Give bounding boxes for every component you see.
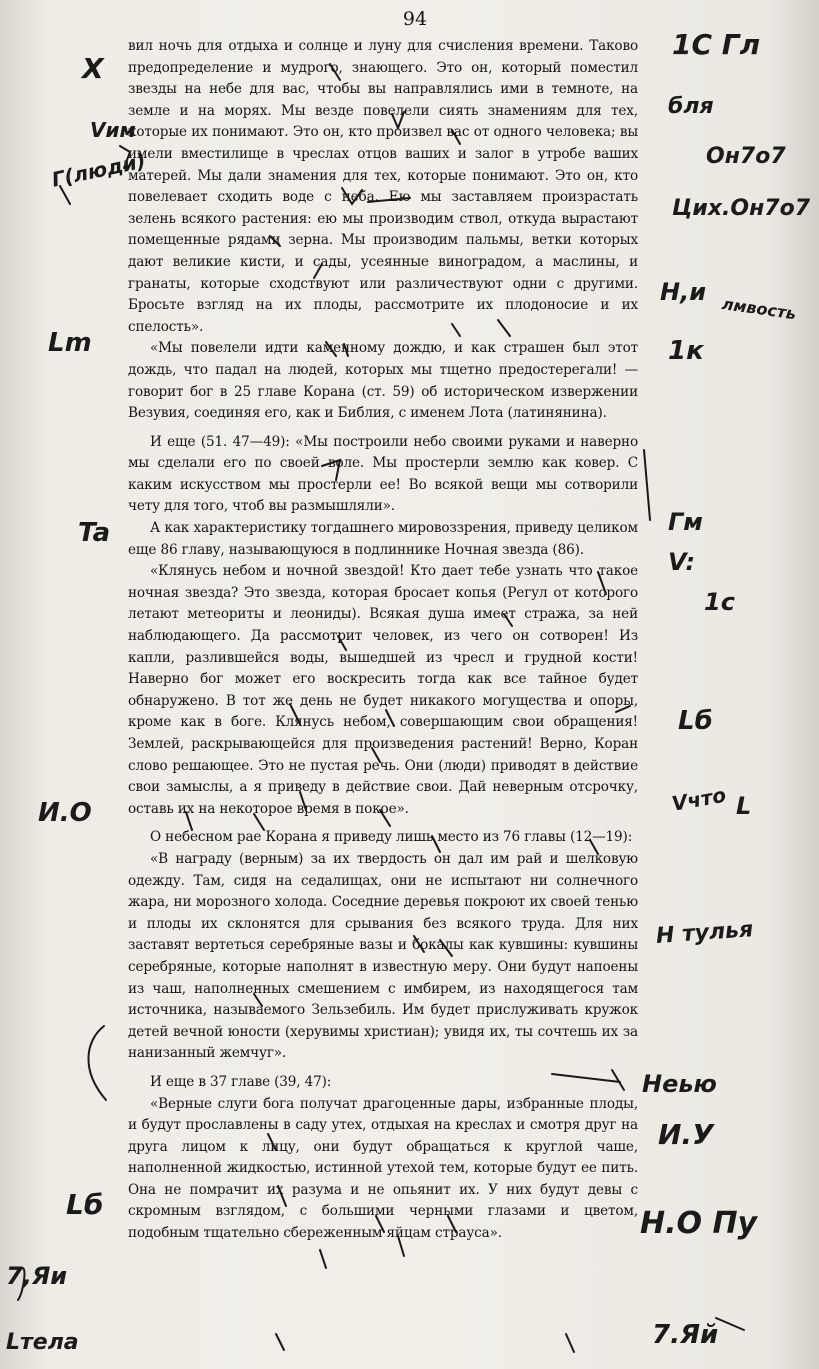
margin-note-left: 7,Яи bbox=[6, 1262, 68, 1290]
correction-stroke bbox=[320, 1250, 326, 1268]
paragraph: «Мы повелели идти каменному дождю, и как страшен был этот дождь, что падал на людей, которых мы тщетно предостерегали! — говорит бог в 25 главе Корана (ст. 59) об историческом извержении Везувия, соединяя его, как и Библия, с именем Лота (латинянина). bbox=[128, 340, 638, 422]
margin-note-right: И.У bbox=[658, 1118, 714, 1151]
page-body-text bbox=[128, 36, 638, 1245]
correction-stroke bbox=[276, 1334, 284, 1350]
paragraph: «В награду (верным) за их твердость он дал им рай и шелковую одежду. Там, сидя на седалищах, они не испытают ни солнечного жара, ни морозного холода. Соседние деревья покроют их своей тенью и плоды их склонятся для срывания без всякого труда. Для них заставят вертеться серебряные вазы и бокалы как кувшины: кувшины серебряные, которые наполнят в известную меру. Они будут напоены из чаш, наполненных смешением с имбирем, из находящегося там источника, называемого Зельзебиль. Им будет прислуживать кружок детей вечной юности (херувимы христиан); увидя их, ты сочтешь их за нанизанный жемчуг». bbox=[128, 850, 638, 1062]
margin-note-right: 1с bbox=[704, 588, 735, 616]
margin-note-right: 1к bbox=[668, 336, 704, 366]
margin-note-right: V: bbox=[668, 548, 696, 576]
margin-note-left: Lтела bbox=[6, 1330, 79, 1355]
margin-note-left: Х bbox=[82, 52, 104, 85]
margin-note-right: L bbox=[736, 792, 752, 820]
margin-note-left: И.О bbox=[38, 798, 92, 828]
correction-stroke bbox=[566, 1334, 574, 1352]
margin-note-right: Н,и bbox=[660, 278, 707, 306]
margin-note-right: Цих.Он7о7 bbox=[672, 196, 811, 221]
paragraph: А как характеристику тогдашнего мировоззрения, приведу целиком еще 86 главу, называющуюся в подлиннике Ночная звезда (86). bbox=[128, 520, 638, 558]
margin-note-left: Lб bbox=[66, 1188, 104, 1221]
paragraph: вил ночь для отдыха и солнце и луну для счисления времени. Таково предопределение и мудрого, знающего. Это он, который поместил звезды на небе для вас, чтобы вы направлялись ими в темноте, на земле и на морях. Мы везде повелели сиять знамениям для тех, которые их понимают. Это он, кто произвел вас от одного человека; вы имели вместилище в чреслах отцов ваших и залог в утробе ваших матерей. Мы дали знамения для тех, которые понимают. Это он, кто повелевает сходить воде с неба. Ею мы заставляем произрастать зелень всякого растения: ею мы производим ствол, откуда вырастают помещенные рядами зерна. Мы производим пальмы, ветки которых дают великие кисти, и сады, усеянные виноградом, а маслины, и гранаты, которые сходствуют или различествуют одни с другими. Бросьте взгляд на их плоды, рассмотрите их плодоносие и их спелость». bbox=[128, 38, 638, 335]
paragraph: О небесном рае Корана я приведу лишь место из 76 главы (12—19): bbox=[150, 829, 633, 846]
margin-note-left: Ta bbox=[78, 518, 111, 548]
paragraph: «Верные слуги бога получат драгоценные дары, избранные плоды, и будут прославлены в саду утех, отдыхая на креслах и смотря друг на друга лицом к лицу, они будут обращаться к круглой чаше, наполненной жидкостью, истинной утехой тем, которые будут ее пить. Она не помрачит их разума и не опьянит их. У них будут девы с скромным взглядом, с большими черными глазами и цветом, подобным тщательно сбереженным яйцам страуса». bbox=[128, 1095, 638, 1242]
margin-note-right: Неью bbox=[642, 1070, 717, 1098]
margin-note-right: 1С Гл bbox=[672, 28, 761, 61]
margin-note-right: Гм bbox=[668, 508, 703, 536]
paragraph: «Клянусь небом и ночной звездой! Кто дает тебе узнать что такое ночная звезда? Это звезда, которая бросает копья (Регул от которого летают метеориты и леониды). Всякая душа имеет стража, за ней наблюдающего. Да рассмотрит человек, из чего он сотворен! Из капли, разлившейся воды, вышедшей из чресл и грудной кости! Наверно бог может его воскресить тогда как все тайное будет обнаружено. В тот же день не будет никакого могущества и опоры, кроме как в боге. Клянусь небом, совершающим свои обращения! Землей, раскрывающейся для произведения растений! Верно, Коран слово решающее. Это не пустая речь. Они (люди) приводят в действие свои замыслы, а я приведу в действие свои. Дай неверным отсрочку, оставь их на некоторое время в покое». bbox=[128, 563, 638, 817]
margin-note-right: лмвость bbox=[720, 294, 798, 324]
page-number: 94 bbox=[402, 8, 428, 30]
correction-stroke bbox=[88, 1026, 106, 1100]
margin-note-left: Lm bbox=[48, 328, 92, 358]
margin-note-right: бля bbox=[668, 94, 714, 119]
margin-note-left: Г(люди) bbox=[49, 148, 148, 192]
paragraph: И еще (51. 47—49): «Мы построили небо своими руками и наверно мы сделали его по своей воле. Мы простерли землю как ковер. С каким искусством мы простерли ее! Во всякой вещи мы сотворили чету для того, чтоб вы размышляли». bbox=[128, 433, 638, 515]
correction-stroke bbox=[716, 1318, 744, 1330]
margin-note-right: Н.О Пу bbox=[640, 1206, 758, 1241]
correction-stroke bbox=[644, 450, 650, 520]
margin-note-right: Он7о7 bbox=[706, 144, 786, 169]
margin-note-right: Н тулья bbox=[655, 917, 754, 949]
margin-note-right: Lб bbox=[678, 706, 713, 736]
paragraph: И еще в 37 главе (39, 47): bbox=[150, 1073, 332, 1090]
margin-note-right: 7.Яй bbox=[652, 1320, 719, 1350]
margin-note-left: Vим bbox=[90, 118, 136, 142]
margin-note-right: Vчто bbox=[669, 782, 728, 816]
